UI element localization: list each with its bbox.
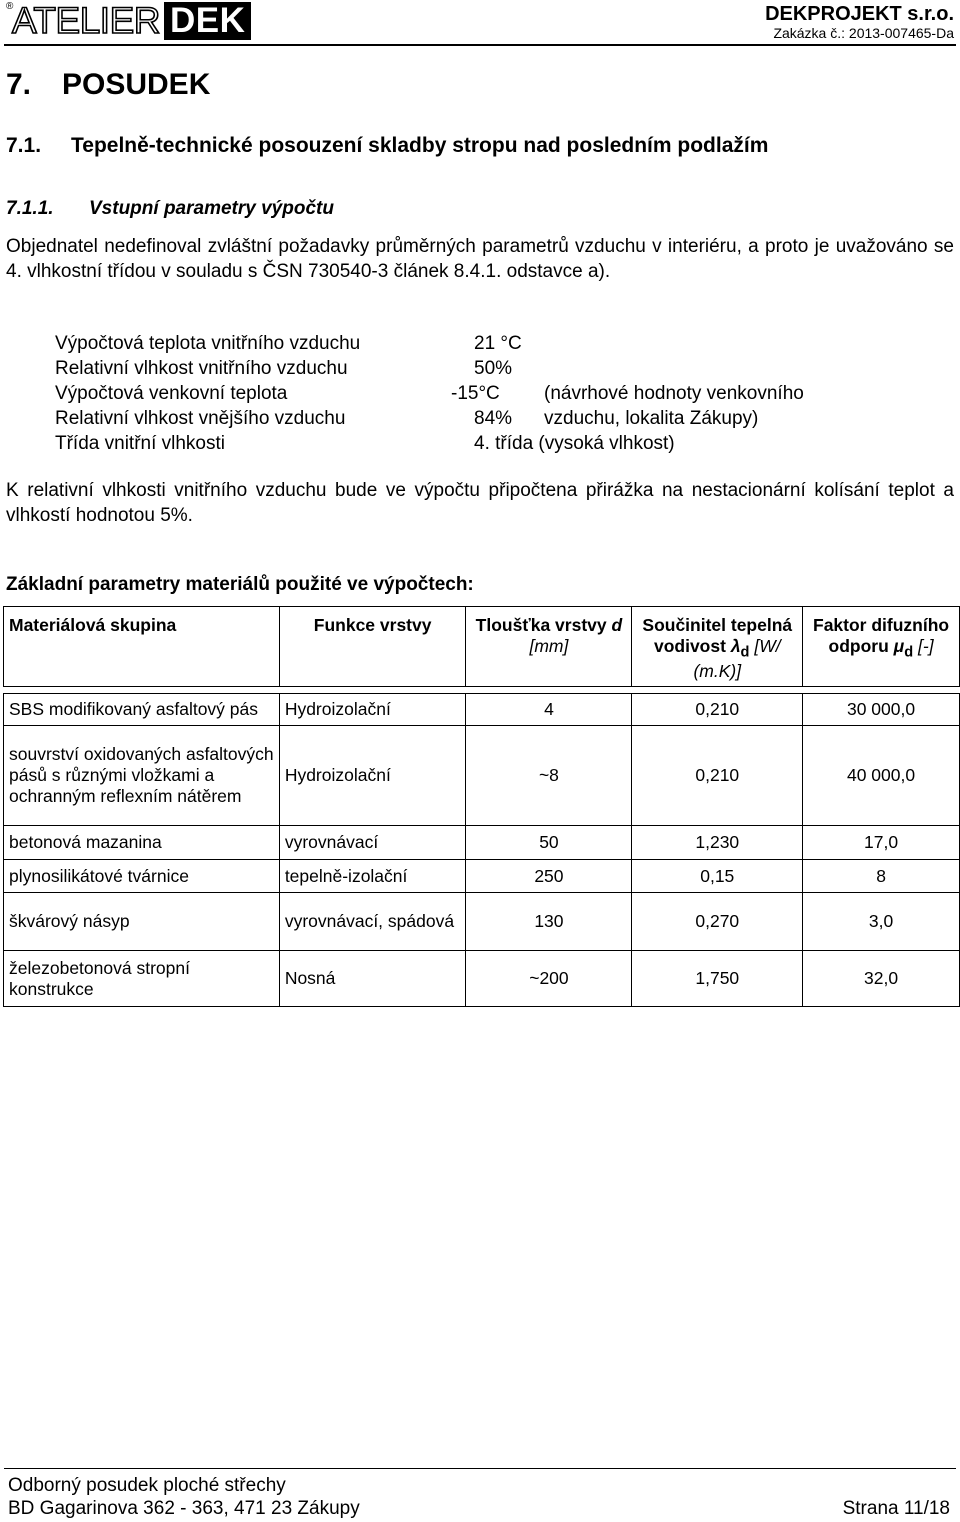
section-number: 7.	[6, 68, 32, 101]
table-row	[4, 726, 960, 826]
intro-paragraph: Objednatel nedefinoval zvláštní požadavky průměrných parametrů vzduchu v interiéru, a proto je uvažováno se 4. vlhkostní třídou v souladu s ČSN 730540-3 článek 8.4.1. odstavce a).	[6, 236, 954, 282]
header-function: Funkce vrstvy	[279, 607, 466, 687]
table-row	[4, 694, 960, 726]
cell-function: vyrovnávací	[279, 826, 466, 860]
param-label: Relativní vlhkost vnějšího vzduchu	[55, 408, 346, 429]
cell-material: plynosilikátové tvárnice	[4, 860, 280, 893]
params-note-line: vzduchu, lokalita Zákupy)	[544, 408, 759, 429]
header-mu-label: Faktor difuzního odporu	[813, 615, 950, 656]
table-row	[4, 860, 960, 893]
cell-thickness: ~200	[466, 951, 632, 1007]
param-value: 50%	[474, 358, 513, 379]
section-title: POSUDEK	[62, 68, 211, 101]
footer-divider	[4, 1468, 956, 1469]
header-lambda-unit: [W/ (m.K)]	[693, 636, 781, 681]
spacer-cell	[4, 687, 960, 694]
cell-mu: 30 000,0	[803, 694, 960, 726]
param-value: 4. třída (vysoká vlhkost)	[474, 433, 675, 454]
cell-lambda: 0,210	[632, 694, 803, 726]
header-lambda-symbol: λ	[730, 636, 741, 656]
cell-material: škvárový násyp	[4, 893, 280, 951]
subsubsection-title: Vstupní parametry výpočtu	[89, 198, 334, 219]
header-thickness-label: Tloušťka vrstvy	[475, 615, 607, 635]
cell-lambda: 0,210	[632, 726, 803, 826]
cell-material: souvrství oxidovaných asfaltových pásů s různými vložkami a ochranným reflexním nátěrem	[4, 726, 280, 826]
header-mu	[803, 607, 960, 687]
header-mu-symbol: μ	[893, 636, 905, 656]
registered-mark-icon: ®	[6, 1, 14, 12]
footer-document-title: Odborný posudek ploché střechy	[8, 1475, 286, 1496]
param-value: 84%	[474, 408, 513, 429]
logo-dek-text: DEK	[164, 2, 251, 40]
cell-function: Hydroizolační	[279, 694, 466, 726]
header-divider	[4, 44, 956, 46]
cell-mu: 3,0	[803, 893, 960, 951]
order-number: Zakázka č.: 2013-007465-Da	[773, 25, 954, 41]
header-material: Materiálová skupina	[4, 607, 280, 687]
header-lambda-label: Součinitel tepelná vodivost	[642, 615, 793, 656]
cell-lambda: 0,270	[632, 893, 803, 951]
subsection-heading	[6, 134, 768, 158]
cell-mu: 32,0	[803, 951, 960, 1007]
header-thickness-symbol: d	[611, 615, 623, 635]
cell-thickness: ~8	[466, 726, 632, 826]
header-thickness	[466, 607, 632, 687]
cell-material: betonová mazanina	[4, 826, 280, 860]
cell-lambda: 1,750	[632, 951, 803, 1007]
param-label: Relativní vlhkost vnitřního vzduchu	[55, 358, 348, 379]
subsubsection-number: 7.1.1.	[6, 198, 54, 219]
header-mu-unit: [-]	[918, 636, 934, 656]
surcharge-paragraph: K relativní vlhkosti vnitřního vzduchu bude ve výpočtu připočtena přirážka na nestacionární kolísání teplot a vlhkostí hodnotou 5%.	[6, 480, 954, 526]
cell-thickness: 250	[466, 860, 632, 893]
cell-lambda: 1,230	[632, 826, 803, 860]
param-value: 21 °C	[474, 333, 522, 354]
company-name: DEKPROJEKT s.r.o.	[765, 3, 954, 25]
param-label: Výpočtová teplota vnitřního vzduchu	[55, 333, 361, 354]
table-caption: Základní parametry materiálů použité ve výpočtech:	[6, 574, 474, 595]
materials-table	[3, 606, 960, 1007]
cell-function: vyrovnávací, spádová	[279, 893, 466, 951]
cell-material: SBS modifikovaný asfaltový pás	[4, 694, 280, 726]
cell-mu: 8	[803, 860, 960, 893]
atelier-dek-logo	[8, 2, 251, 40]
subsubsection-heading	[6, 198, 334, 220]
header-lambda	[632, 607, 803, 687]
header-thickness-unit: [mm]	[529, 636, 569, 656]
footer-address: BD Gagarinova 362 - 363, 471 23 Zákupy	[8, 1498, 360, 1519]
cell-material: železobetonová stropní konstrukce	[4, 951, 280, 1007]
params-note-line: (návrhové hodnoty venkovního	[544, 383, 804, 404]
subsection-number: 7.1.	[6, 134, 42, 157]
table-spacer	[4, 687, 960, 694]
cell-function: Hydroizolační	[279, 726, 466, 826]
param-label: Výpočtová venkovní teplota	[55, 383, 288, 404]
param-label: Třída vnitřní vlhkosti	[55, 433, 225, 454]
params-note	[544, 381, 804, 431]
param-value: -15°C	[451, 383, 500, 404]
table-row	[4, 951, 960, 1007]
logo-atelier-text: ATELIER	[12, 0, 160, 41]
table-header-row	[4, 607, 960, 687]
footer-page-number: Strana 11/18	[842, 1498, 950, 1519]
cell-function: tepelně-izolační	[279, 860, 466, 893]
table-row	[4, 893, 960, 951]
cell-lambda: 0,15	[632, 860, 803, 893]
cell-thickness: 4	[466, 694, 632, 726]
header-mu-sub: d	[904, 644, 914, 661]
cell-mu: 40 000,0	[803, 726, 960, 826]
subsection-title: Tepelně-technické posouzení skladby stropu nad posledním podlažím	[71, 134, 769, 157]
cell-mu: 17,0	[803, 826, 960, 860]
section-heading	[6, 68, 210, 102]
cell-thickness: 50	[466, 826, 632, 860]
cell-function: Nosná	[279, 951, 466, 1007]
header-lambda-sub: d	[740, 644, 750, 661]
cell-thickness: 130	[466, 893, 632, 951]
table-row	[4, 826, 960, 860]
company-block	[765, 3, 954, 42]
